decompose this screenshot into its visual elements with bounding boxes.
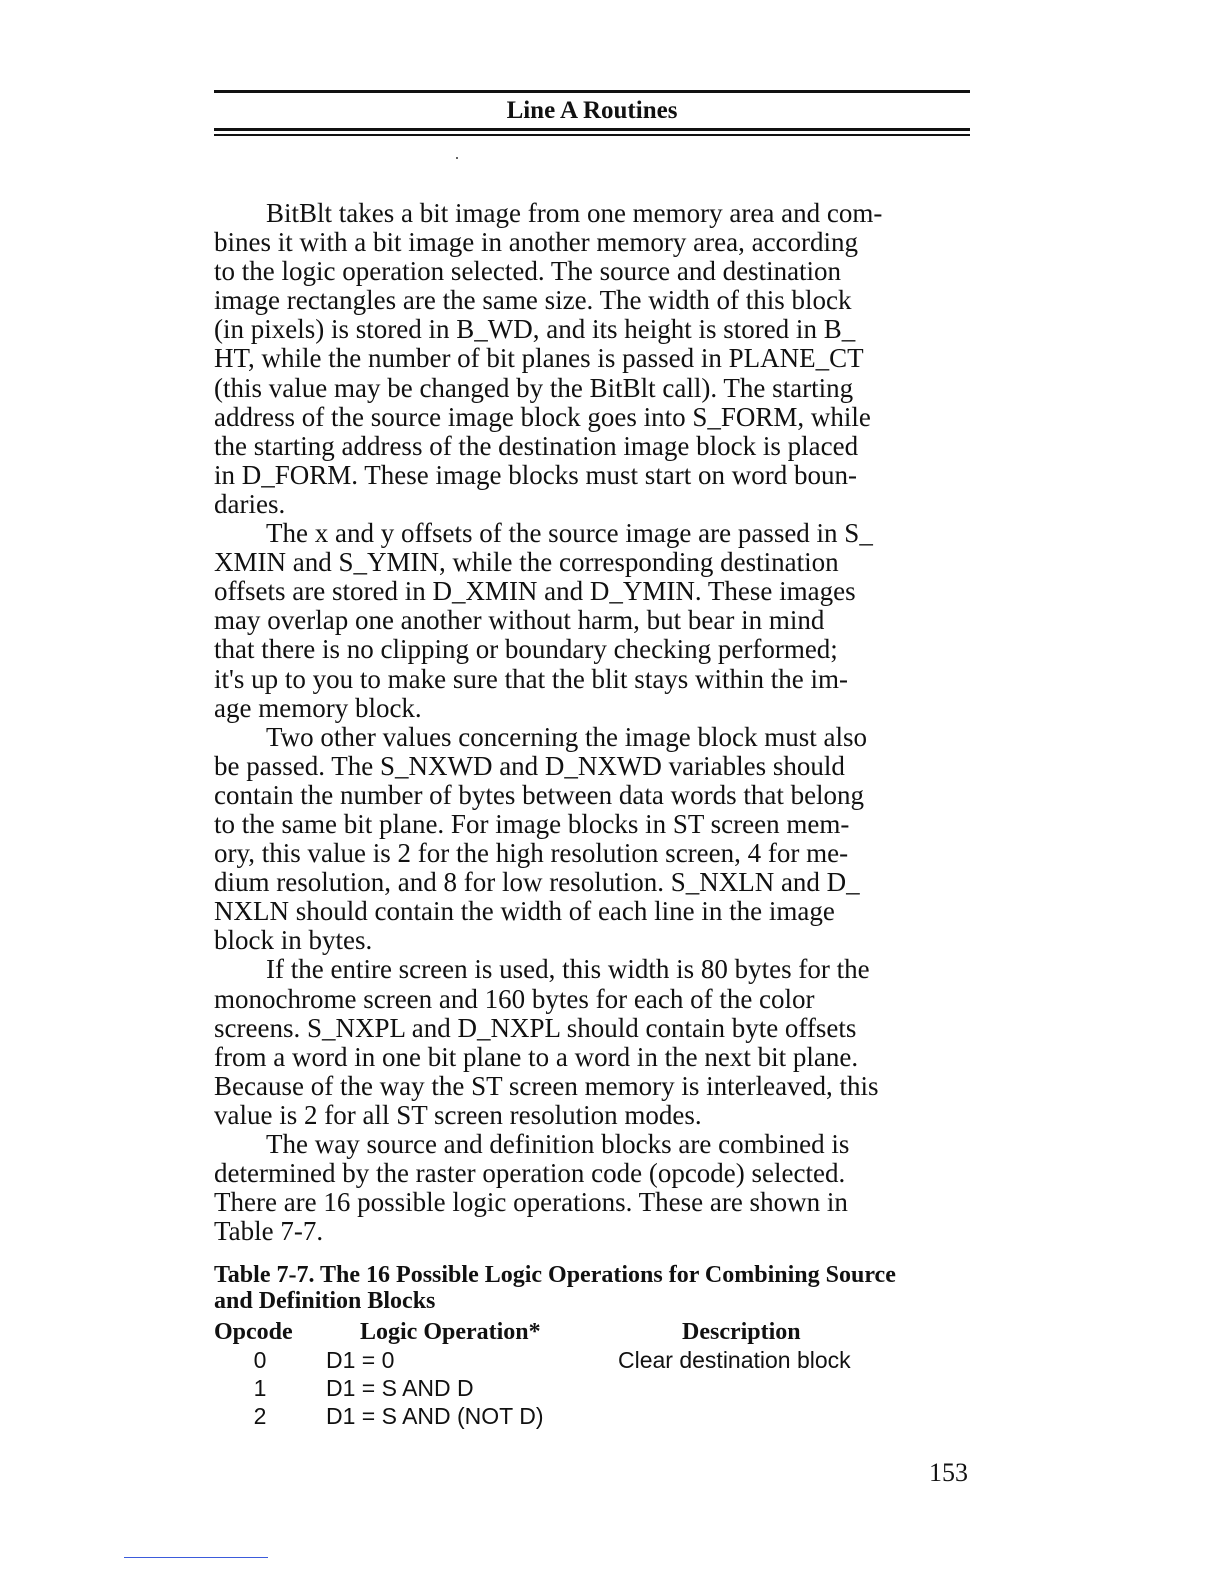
cell-logic: D1 = S AND (NOT D) [326, 1403, 544, 1429]
text-line: screens. S_NXPL and D_NXPL should contain byte offsets [214, 1012, 857, 1043]
logic-operations-table [214, 1318, 970, 1430]
text-line: offsets are stored in D_XMIN and D_YMIN. These images [214, 576, 856, 607]
text-line: (this value may be changed by the BitBlt call). The starting [214, 372, 854, 403]
text-line: in D_FORM. These image blocks must start on word boun- [214, 459, 857, 490]
table-caption-line: Table 7-7. The 16 Possible Logic Operations for Combining Source [214, 1262, 896, 1288]
text-line: to the same bit plane. For image blocks in ST screen mem- [214, 808, 850, 839]
scan-edge-line [124, 1557, 268, 1558]
text-line: the starting address of the destination image block is placed [214, 430, 859, 461]
cell-logic: D1 = 0 [326, 1347, 395, 1373]
text-line: daries. [214, 488, 286, 519]
text-line: HT, while the number of bit planes is passed in PLANE_CT [214, 343, 864, 374]
text-line: XMIN and S_YMIN, while the corresponding destination [214, 547, 839, 578]
cell-opcode: 2 [253, 1403, 267, 1429]
text-line: that there is no clipping or boundary checking performed; [214, 634, 838, 665]
table-row [214, 1374, 970, 1402]
text-line: to the logic operation selected. The source and destination [214, 256, 842, 287]
page-number: 153 [929, 1458, 968, 1487]
table-row [214, 1346, 970, 1374]
header-opcode: Opcode [214, 1319, 293, 1345]
text-line: contain the number of bytes between data words that belong [214, 779, 865, 810]
text-line: Two other values concerning the image block must also [266, 721, 867, 752]
text-line: image rectangles are the same size. The width of this block [214, 285, 852, 316]
text-line: NXLN should contain the width of each line in the image [214, 896, 835, 927]
text-line: be passed. The S_NXWD and D_NXWD variables should [214, 750, 845, 781]
text-line: value is 2 for all ST screen resolution modes. [214, 1099, 702, 1130]
cell-opcode: 1 [253, 1375, 267, 1401]
text-line: it's up to you to make sure that the blit stays within the im- [214, 663, 849, 694]
text-line: block in bytes. [214, 925, 373, 956]
table-header-row [214, 1318, 970, 1346]
table-caption-line: and Definition Blocks [214, 1288, 436, 1314]
scan-speck [456, 157, 458, 159]
paragraph-bitblt-intro [214, 199, 970, 519]
text-line: There are 16 possible logic operations. These are shown in [214, 1187, 848, 1218]
text-line: Because of the way the ST screen memory is interleaved, this [214, 1070, 879, 1101]
header-description: Description [682, 1319, 801, 1345]
text-line: may overlap one another without harm, but bear in mind [214, 605, 825, 636]
cell-opcode: 0 [253, 1347, 267, 1373]
text-line: BitBlt takes a bit image from one memory area and com- [266, 198, 883, 228]
text-line: The way source and definition blocks are combined is [266, 1129, 850, 1159]
text-line: ory, this value is 2 for the high resolution screen, 4 for me- [214, 838, 849, 869]
header-top-rule [214, 90, 970, 93]
text-line: monochrome screen and 160 bytes for each of the color [214, 983, 815, 1014]
header-logic-operation: Logic Operation* [360, 1319, 541, 1345]
paragraph-raster-op [214, 1130, 970, 1246]
header-bottom-rule [214, 128, 970, 131]
paragraph-offsets [214, 519, 970, 723]
paragraph-nxwd [214, 723, 970, 956]
header-bottom-rule-thin [214, 134, 970, 136]
text-line: Table 7-7. [214, 1216, 324, 1247]
text-line: (in pixels) is stored in B_WD, and its height is stored in B_ [214, 314, 856, 345]
table-row [214, 1402, 970, 1430]
table-caption [214, 1262, 970, 1314]
cell-description: Clear destination block [618, 1347, 851, 1373]
text-line: determined by the raster operation code (opcode) selected. [214, 1158, 846, 1189]
paragraph-screen-width [214, 955, 970, 1130]
text-line: bines it with a bit image in another memory area, according [214, 227, 859, 258]
text-line: from a word in one bit plane to a word in the next bit plane. [214, 1041, 859, 1072]
text-line: age memory block. [214, 692, 422, 723]
text-line: The x and y offsets of the source image are passed in S_ [266, 518, 873, 549]
text-line: address of the source image block goes into S_FORM, while [214, 401, 871, 432]
header-title: Line A Routines [506, 97, 678, 124]
text-line: If the entire screen is used, this width is 80 bytes for the [266, 954, 870, 985]
running-header [214, 90, 970, 140]
cell-logic: D1 = S AND D [326, 1375, 474, 1401]
body-text [214, 199, 970, 1246]
text-line: dium resolution, and 8 for low resolution. S_NXLN and D_ [214, 867, 860, 898]
